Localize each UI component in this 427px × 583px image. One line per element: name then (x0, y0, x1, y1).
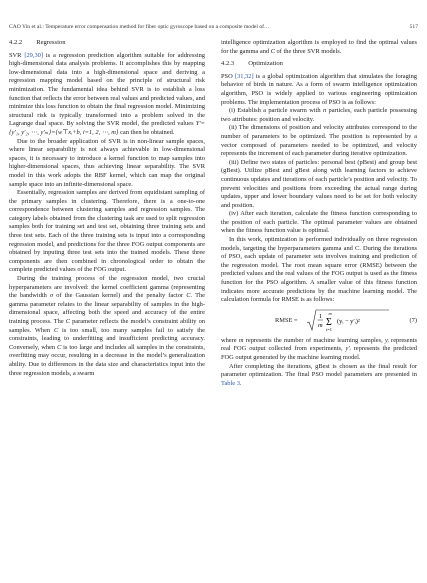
frac-num: 1 (319, 312, 323, 320)
paragraph-svr-intro: SVR [29,30] is a regression prediction algorithm suitable for addressing high-dimensional data analysis problems. It accomplishes this by mapping low-dimensional data into a high-dimensional space and deriving a regression mapping model based on the principle of structural risk minimization. The fundamental idea behind SVR is to establish a loss function that reflects the error between real values and predicted values, and minimize this loss function to obtain the final regression model. Minimizing structural risk is typically transformed into a problem solved in the Lagrange dual space. By solving the SVR model, the predicted values Y′={y′₁, y′₂, ⋯, y′ₘ}={w⊤xᵢ+b, i=1, 2, ⋯, m} can then be obtained. (9, 51, 206, 136)
table-3-link[interactable]: Table 3 (221, 379, 240, 387)
paragraph-rmse: In this work, optimization is performed individually on three regression models, targeting the hyperparameters gamma and C. During the iterations of PSO, each update of parameter sets involves training and prediction of the regression model. The root mean square error (RMSE) between the predicted values and the real values of the FOG output is used as the fitness function for the PSO algorithm. A smaller value of this fitness function indicates more accurate predictions by the machine learning model. The calculation formula for RMSE is as follows: (221, 236, 417, 304)
paragraph-where: where m represents the number of machine learning samples, yᵢ represents real FOG output collected from experiments, y′ᵢ represents the predicted FOG output generated by the machine learning model. (221, 336, 417, 361)
svg-text:Σ: Σ (326, 316, 332, 328)
paragraph-pso-intro: PSO [31,32] is a global optimization algorithm that simulates the foraging behavior of birds in nature. As a form of swarm intelligence optimization algorithm, PSO is widely applied to various engineering optimization problems. The implementation process of PSO is as follows: (221, 72, 417, 106)
running-header (9, 22, 418, 32)
paragraph-final: After completing the iterations, gBest is chosen as the final result for parameter optimization. The final PSO model parameters are presented in Table 3. (221, 362, 417, 387)
right-column (221, 39, 417, 388)
paragraph-kernel: Due to the broader application of SVR is in non-linear sample spaces, where linear separability is not always achievable in low-dimensional spaces, it is necessary to introduce a kernel function to map samples into higher-dimensional spaces, thus achieving linear separability. The SVR model in this work adopts the RBF kernel, which can map the original sample space into an infinite-dimensional space. (9, 137, 205, 188)
step-1: (i) Establish a particle swarm with n particles, each particle possessing two attributes: position and velocity. (221, 107, 417, 123)
citation-link[interactable]: [31,32] (234, 72, 254, 80)
equation-rmse (221, 308, 417, 334)
sum-bottom: i=1 (326, 326, 332, 332)
running-title: CAO Yin et al.: Temperature error compensation method for fiber optic gyroscope based on a composite model of… (9, 24, 270, 30)
paragraph-continuation: intelligence optimization algorithm is employed to find the optimal values for the gamma and C of the three SVR models. (221, 39, 417, 55)
page-number: 517 (409, 24, 418, 30)
step-2: (ii) The dimensions of position and velocity attributes correspond to the number of parameters to be optimized. The position is represented by a vector composed of parameters needed to be optimized, and velocity represents the increment of each parameter during iterative optimization. (221, 124, 417, 158)
sum-body: (yᵢ − y′ᵢ)² (337, 317, 360, 325)
step-3: (iii) Define two states of particles: personal best (pBest) and group best (gBest). Utilize pBest and gBest along with learning factors to achieve continuous updates and iterations of each particle’s position and velocity. To prevent velocities and positions from exceeding the actual range during updates, upper and lower boundary values need to be set for both velocity and position. (221, 158, 417, 209)
equation-lhs: RMSE = (275, 316, 298, 324)
equation-number: (7) (409, 316, 417, 324)
section-number: 4.2.3 (221, 60, 235, 68)
section-heading-optimization (221, 60, 417, 69)
left-column (9, 39, 205, 378)
paragraph-samples: Essentially, regression samples are derived from equidistant sampling of the primary samples in clustering. Therefore, there is a one-to-one correspondence between clustering samples and regression samples. The category labels obtained from the clustering task are used to split regression samples both for training set and test set, obtaining three training sets and three test sets. Each of the three training sets is input into a corresponding regression model, and predictions for the three FOG output components are obtained by inputing three test sets into the trained models. These three components are then combined in chronological order to obtain the complete predicted values of the FOG output. (9, 189, 205, 274)
section-title: Optimization (248, 60, 283, 68)
paragraph-hyperparameters: During the training process of the regression model, two crucial hyperparameters are involved: the kernel coefficient gamma (representing the bandwidth σ of the Gaussian kernel) and the penalty factor C. The gamma parameter relates to the linear separability of samples in the high-dimensional space, affecting both the speed and accuracy of the entire training process. The C parameter reflects the model’s constraint ability on samples. When C is too small, too many samples fail to satisfy the constraints, leading to underfitting and insufficient predicting accuracy. Conversely, when C is too large and includes all samples in the constraints, overfitting may occur, resulting in a decrease in the model’s generalization ability. Due to differences in the data size and characteristics input into the three regression models, a swarm (9, 275, 206, 377)
section-title: Regression (36, 39, 66, 46)
frac-den: m (318, 321, 323, 329)
equation-body (221, 308, 417, 334)
section-number: 4.2.2 (9, 39, 23, 46)
citation-link[interactable]: [29,30] (24, 51, 43, 59)
inline-formula: Y′={y′₁, y′₂, ⋯, y′ₘ}={w⊤xᵢ+b, i=1, 2, ⋯, m} (9, 120, 205, 136)
step-4: (iv) After each iteration, calculate the fitness function corresponding to the position of each particle. The optimal parameter values are obtained when the fitness function value is optimal. (221, 210, 417, 235)
section-heading-regression (9, 39, 205, 48)
sum-top: m (328, 310, 332, 316)
